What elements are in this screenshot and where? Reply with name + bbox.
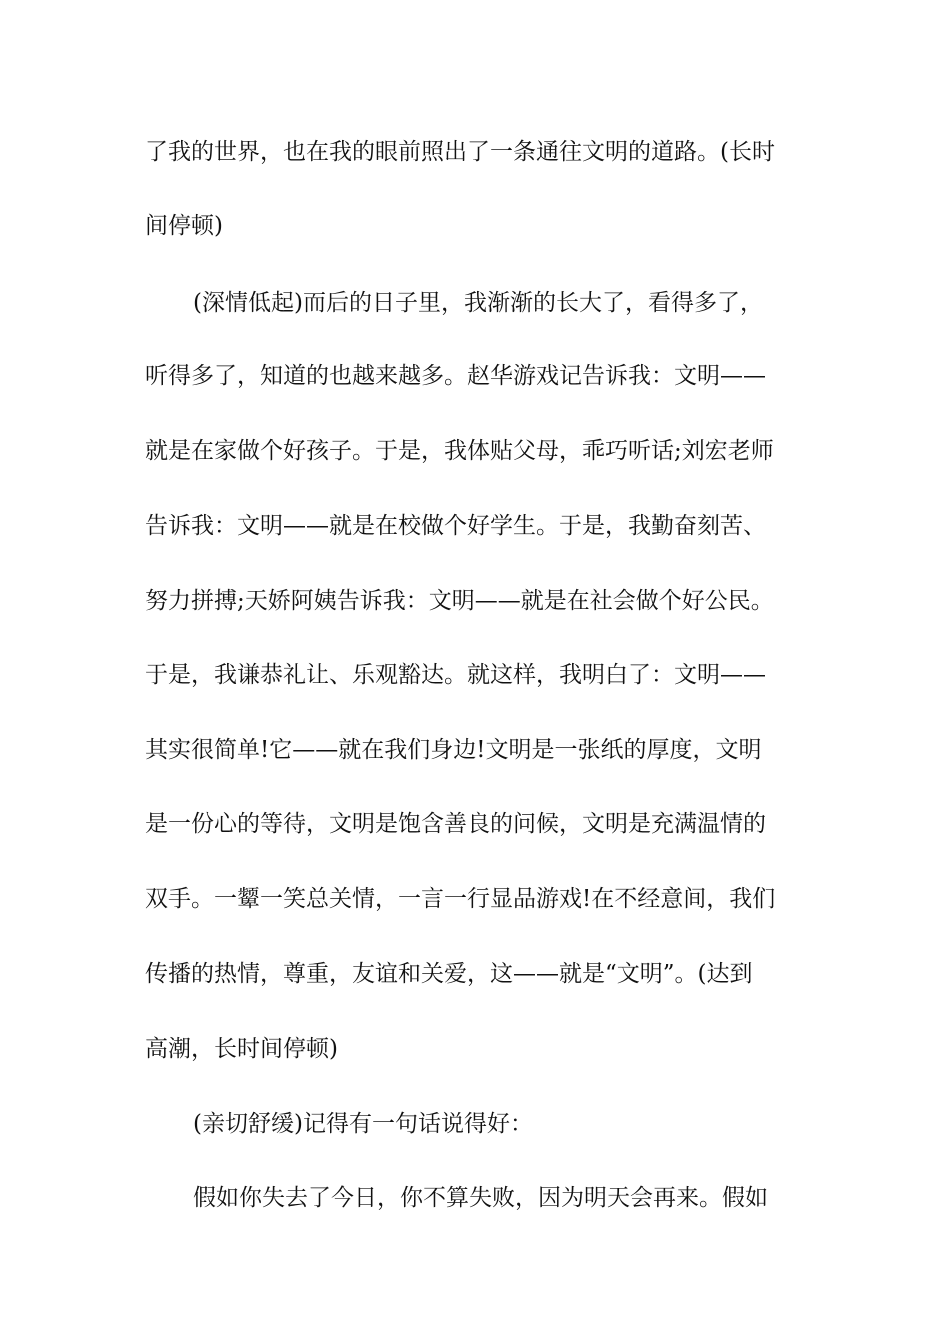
text-line: 了我的世界，也在我的眼前照出了一条通往文明的道路。(长时: [145, 139, 775, 165]
text-line: 于是，我谦恭礼让、乐观豁达。就这样，我明白了：文明——: [145, 662, 766, 688]
text-line: 高潮，长时间停顿): [145, 1036, 338, 1062]
text-line: 努力拼搏;天娇阿姨告诉我：文明——就是在社会做个好公民。: [145, 588, 774, 614]
text-line: 间停顿): [145, 213, 223, 239]
text-line: 听得多了，知道的也越来越多。赵华游戏记告诉我：文明——: [145, 363, 766, 389]
text-line: 告诉我：文明——就是在校做个好学生。于是，我勤奋刻苦、: [145, 513, 766, 539]
paragraph-start-line: (深情低起)而后的日子里，我渐渐的长大了，看得多了，: [193, 290, 763, 316]
text-line: 传播的热情，尊重，友谊和关爱，这——就是“文明”。(达到: [145, 961, 753, 987]
text-line: 就是在家做个好孩子。于是，我体贴父母，乖巧听话;刘宏老师: [145, 438, 774, 464]
paragraph-start-line: 假如你失去了今日，你不算失败，因为明天会再来。假如: [193, 1185, 768, 1211]
text-line: 是一份心的等待，文明是饱含善良的问候，文明是充满温情的: [145, 811, 766, 837]
paragraph-start-line: (亲切舒缓)记得有一句话说得好：: [193, 1111, 533, 1137]
text-line: 其实很简单!它——就在我们身边!文明是一张纸的厚度，文明: [145, 737, 762, 763]
text-line: 双手。一颦一笑总关情，一言一行显品游戏!在不经意间，我们: [145, 886, 776, 912]
